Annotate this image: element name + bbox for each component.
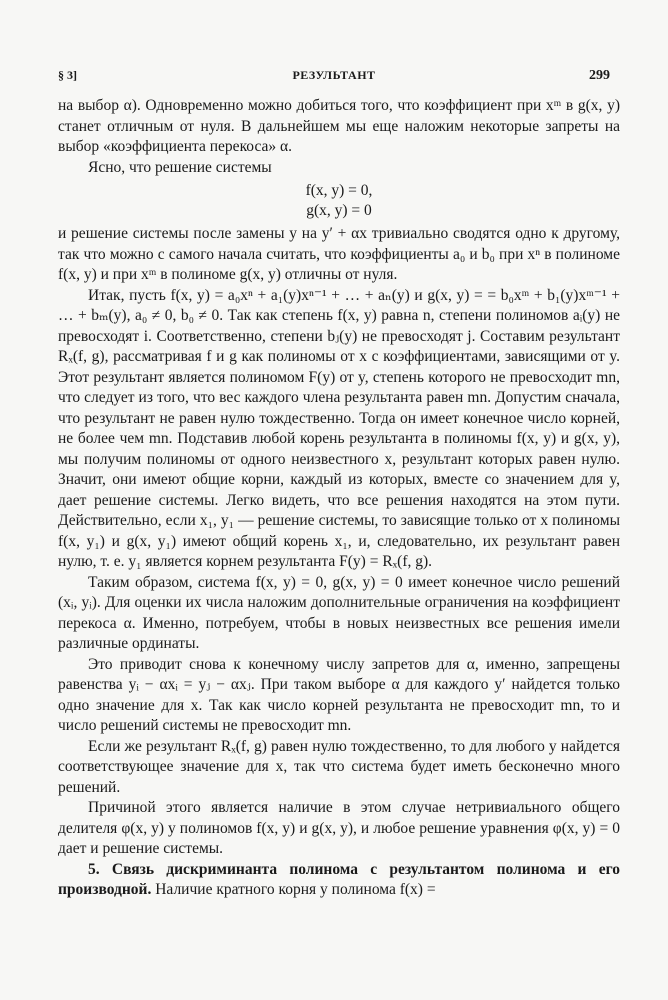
paragraph-3: и решение системы после замены y на y′ + αx тривиально сводятся одно к другому, так что можно с самого начала считать, что коэффициенты a₀ и b₀ при xⁿ в полиноме f(x, y) и при xᵐ в полиноме g(x, y) отличны от нуля. [58, 225, 620, 283]
paragraph-7: Если же результант Rₓ(f, g) равен нулю тождественно, то для любого y найдется соответствующее значение для x, так что система будет иметь бесконечно много решений. [58, 737, 620, 796]
equation-2: g(x, y) = 0 [306, 202, 372, 219]
page-number: 299 [589, 68, 610, 83]
section-5-text: Наличие кратного корня у полинома f(x) = [155, 881, 436, 898]
system-equations [58, 181, 620, 221]
paragraph-5: Таким образом, система f(x, y) = 0, g(x, y) = 0 имеет конечное число решений (xᵢ, yᵢ). Для оценки их числа наложим дополнительные ограничения на коэффициент перекоса α. Именно, потребуем, чтобы в новых неизвестных все решения имели различные ординаты. [58, 573, 620, 652]
running-title: РЕЗУЛЬТАНТ [292, 68, 376, 82]
section-5-paragraph [58, 860, 620, 901]
paragraph-8: Причиной этого является наличие в этом случае нетривиального общего делителя φ(x, y) у полиномов f(x, y) и g(x, y), и любое решение уравнения φ(x, y) = 0 дает и решение системы. [58, 799, 620, 857]
running-header [58, 68, 610, 88]
section-5-heading: 5. Связь дискриминанта полинома с результантом полинома и его производной. [58, 860, 620, 898]
paragraph-4: Итак, пусть f(x, y) = a₀xⁿ + a₁(y)xⁿ⁻¹ + … + aₙ(y) и g(x, y) = = b₀xᵐ + b₁(y)xᵐ⁻¹ + … + bₘ(y), a₀ ≠ 0, b₀ ≠ 0. Так как степень f(x, y) равна n, степени полиномов aᵢ(y) не превосходят i. Соответственно, степени bⱼ(y) не превосходят j. Составим результант Rₓ(f, g), рассматривая f и g как полиномы от x с коэффициентами, зависящими от y. Этот результант является полиномом F(y) от y, степень которого не превосходит mn, что следует из того, что вес каждого члена результанта равен mn. Допустим сначала, что результант не равен нулю тождественно. Тогда он имеет конечное число корней, не более чем mn. Подставив любой корень результанта в полиномы f(x, y) и g(x, y), мы получим полиномы от одного неизвестного x, результант которых равен нулю. Значит, они имеют общие корни, каждый из которых, вместе со значением для y, дает решение системы. Легко видеть, что все решения находятся на этом пути. Действительно, если x₁, y₁ — решение системы, то зависящие только от x полиномы f(x, y₁) и g(x, y₁) имеют общий корень x₁, и, следовательно, их результант равен нулю, т. е. y₁ является корнем результанта F(y) = Rₓ(f, g). [58, 286, 620, 570]
equation-1: f(x, y) = 0, [305, 182, 373, 199]
section-marker: § 3] [58, 68, 77, 82]
paragraph-1: на выбор α). Одновременно можно добиться того, что коэффициент при xᵐ в g(x, y) станет отличным от нуля. В дальнейшем мы еще наложим некоторые запреты на выбор «коэффициента перекоса» α. [58, 97, 620, 155]
paragraph-2: Ясно, что решение системы [88, 158, 272, 176]
page-body [58, 96, 620, 901]
paragraph-6: Это приводит снова к конечному числу запретов для α, именно, запрещены равенства yᵢ − αxᵢ = yⱼ − αxⱼ. При таком выборе α для каждого y′ найдется только одно значение для x. Так как число корней результанта не превосходит mn, то и число решений системы не превосходит mn. [58, 655, 620, 734]
